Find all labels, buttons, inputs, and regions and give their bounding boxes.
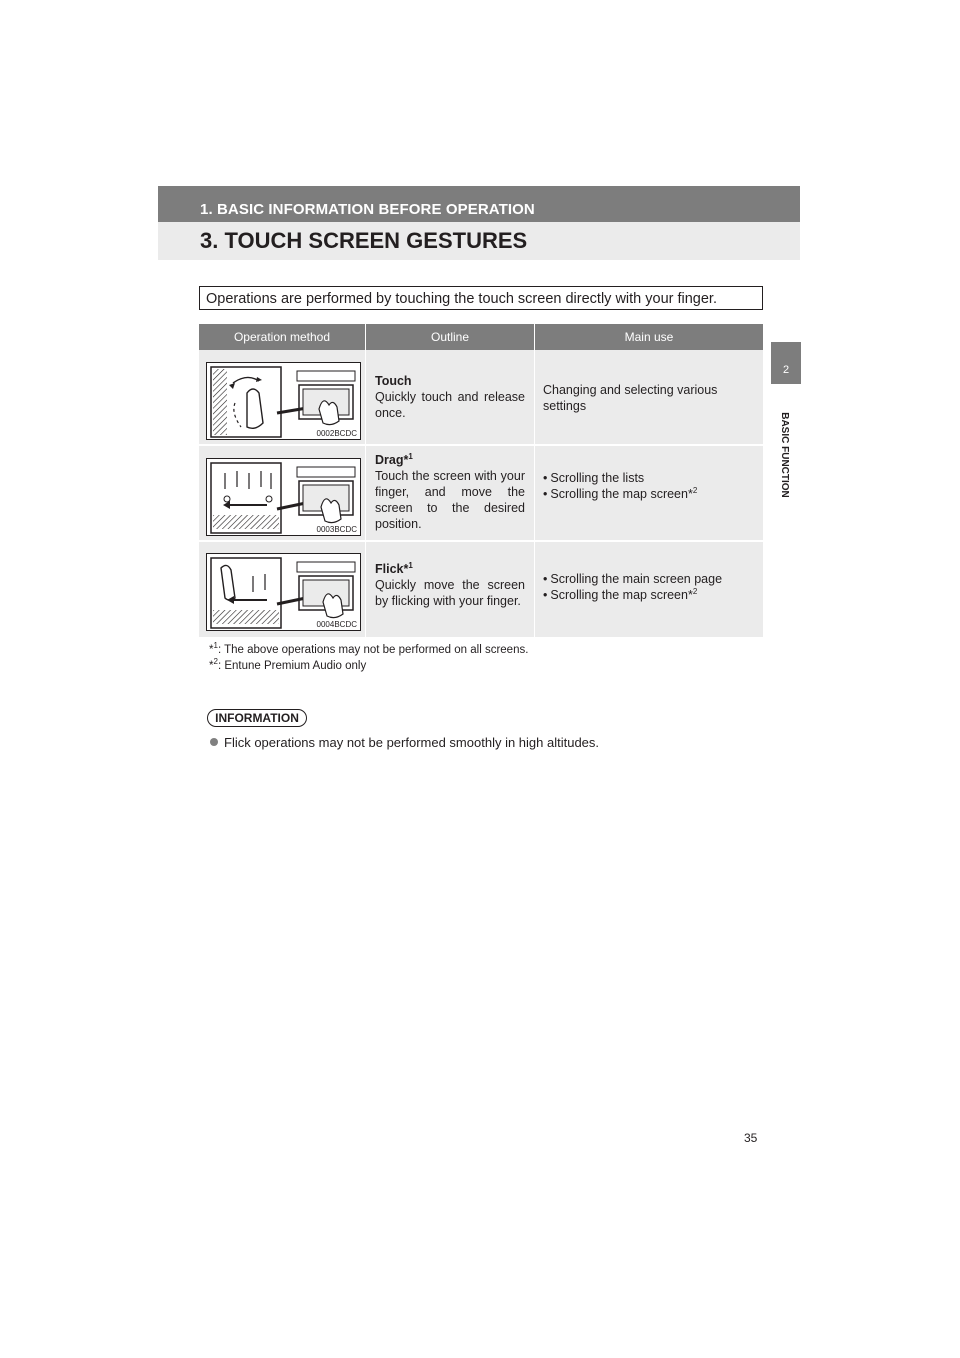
information-badge: INFORMATION xyxy=(207,709,307,727)
footnote-text: : The above operations may not be performed on all screens. xyxy=(217,644,529,656)
page-number: 35 xyxy=(744,1131,758,1145)
gesture-description: Quickly move the screen by flicking with your finger. xyxy=(375,578,525,608)
chapter-bar xyxy=(158,186,800,222)
column-divider xyxy=(365,446,366,540)
gestures-table xyxy=(199,324,763,637)
main-use-text: Scrolling the lists xyxy=(550,471,645,485)
main-use-text: Scrolling the map screen* xyxy=(550,588,693,602)
outline-cell xyxy=(375,452,525,532)
main-use-sup: 2 xyxy=(692,586,698,596)
footnote-mark: * xyxy=(209,644,214,656)
main-use-item xyxy=(543,470,755,486)
image-code: 0004BCDC xyxy=(316,620,357,629)
flick-gesture-illustration xyxy=(206,553,361,631)
chapter-tab-number: 2 xyxy=(771,342,801,384)
column-divider xyxy=(534,446,535,540)
main-use-cell xyxy=(543,382,755,414)
main-use-text: Scrolling the map screen* xyxy=(550,487,693,501)
column-divider xyxy=(534,542,535,637)
outline-cell xyxy=(375,373,525,421)
column-divider xyxy=(365,542,366,637)
main-use-item xyxy=(543,571,755,587)
table-header xyxy=(199,324,763,350)
gesture-name xyxy=(375,561,525,577)
information-item xyxy=(210,735,599,750)
column-header-main-use: Main use xyxy=(624,330,674,344)
main-use-text: Changing and selecting various settings xyxy=(543,383,718,413)
gesture-name-sup: 1 xyxy=(408,560,413,570)
gesture-name-sup: 1 xyxy=(408,451,413,461)
gesture-name xyxy=(375,452,525,468)
footnote-sup: 2 xyxy=(213,657,218,667)
table-row-drag xyxy=(199,446,763,540)
footnote-text: : Entune Premium Audio only xyxy=(217,660,367,672)
main-use-cell xyxy=(543,571,755,603)
gesture-name-text: Flick* xyxy=(375,562,409,576)
footnote-mark: * xyxy=(209,660,214,672)
gesture-description: Touch the screen with your finger, and move the screen to the desired position. xyxy=(375,469,525,531)
column-divider xyxy=(365,350,366,444)
information-text: Flick operations may not be performed smoothly in high altitudes. xyxy=(224,735,600,750)
outline-cell xyxy=(375,561,525,609)
drag-gesture-illustration xyxy=(206,458,361,536)
lead-text: Operations are performed by touching the touch screen directly with your finger. xyxy=(199,286,763,310)
chapter-title: 1. BASIC INFORMATION BEFORE OPERATION xyxy=(200,201,535,218)
main-use-item xyxy=(543,382,755,414)
main-use-sup: 2 xyxy=(692,485,698,495)
footnote-2 xyxy=(209,657,367,672)
column-divider xyxy=(534,350,535,444)
touch-gesture-illustration xyxy=(206,362,361,440)
column-header-method: Operation method xyxy=(233,330,331,344)
page-header xyxy=(158,186,800,260)
bullet-dot-icon xyxy=(210,738,218,746)
image-code: 0002BCDC xyxy=(316,429,357,438)
column-header-outline: Outline xyxy=(430,330,470,344)
gesture-name-text: Touch xyxy=(375,374,412,388)
main-use-item xyxy=(543,587,755,603)
main-use-item xyxy=(543,486,755,502)
table-row-flick xyxy=(199,542,763,637)
table-row-touch xyxy=(199,350,763,444)
chapter-tab-label: BASIC FUNCTION xyxy=(779,412,791,498)
gesture-description: Quickly touch and release once. xyxy=(375,390,525,420)
gesture-name-text: Drag* xyxy=(375,453,409,467)
main-use-cell xyxy=(543,470,755,502)
image-code: 0003BCDC xyxy=(316,525,357,534)
footnote-1 xyxy=(209,641,529,656)
footnote-sup: 1 xyxy=(213,641,218,651)
main-use-text: Scrolling the main screen page xyxy=(550,572,723,586)
section-title: 3. TOUCH SCREEN GESTURES xyxy=(200,228,528,253)
gesture-name xyxy=(375,373,525,389)
